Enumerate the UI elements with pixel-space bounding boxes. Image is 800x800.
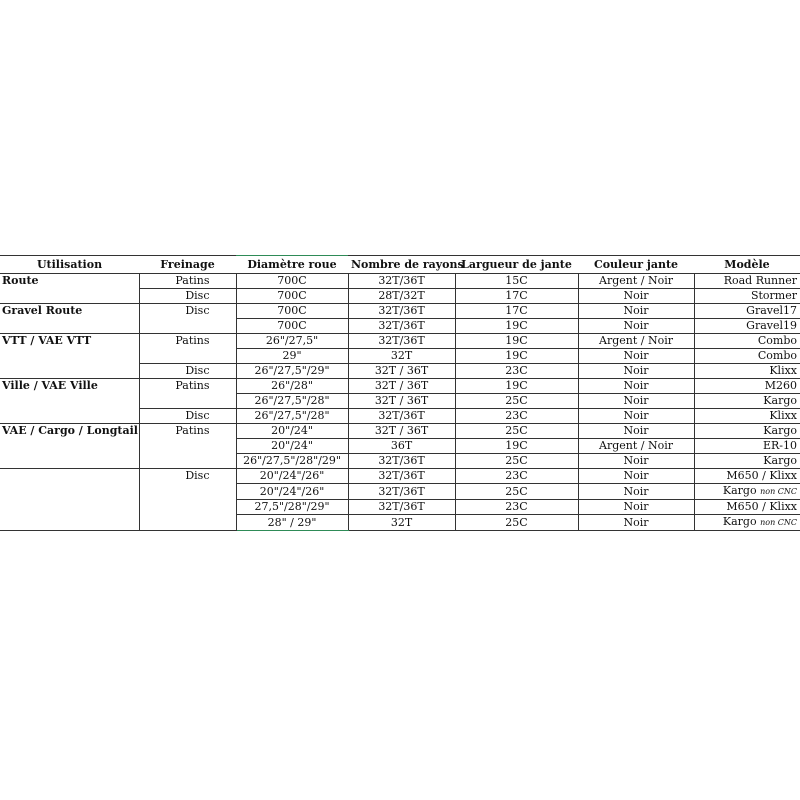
- cell-usage: [0, 424, 139, 439]
- usage-text: Gravel Route: [2, 304, 83, 318]
- model-text: M260: [764, 379, 797, 392]
- cell-rim-width: [455, 454, 578, 469]
- cell-model: [694, 409, 800, 424]
- cell-rim-color: [578, 454, 694, 469]
- header-diametre: Diamètre roue: [236, 256, 348, 274]
- cell-diameter: [236, 364, 348, 379]
- cell-rim-width: [455, 319, 578, 334]
- cell-rim-width: [455, 469, 578, 484]
- table-row: [0, 454, 800, 469]
- table-row: [0, 349, 800, 364]
- cell-rim-color: [578, 500, 694, 515]
- cell-diameter: [236, 454, 348, 469]
- cell-diameter: [236, 409, 348, 424]
- cell-brake: [139, 349, 236, 364]
- spokes-text: 32T / 36T: [374, 379, 429, 392]
- cell-rim-width: [455, 500, 578, 515]
- cell-brake: [139, 304, 236, 319]
- cell-usage: [0, 289, 139, 304]
- rim-color-text: Noir: [623, 319, 649, 332]
- cell-brake: [139, 379, 236, 394]
- diameter-text: 28" / 29": [267, 515, 317, 529]
- cell-rim-width: [455, 394, 578, 409]
- spokes-text: 32T / 36T: [374, 364, 429, 377]
- cell-rim-width: [455, 304, 578, 319]
- cell-model: [694, 515, 800, 531]
- usage-text: VAE / Cargo / Longtail: [2, 424, 138, 438]
- diameter-text: 700C: [277, 289, 307, 302]
- cell-usage: [0, 469, 139, 484]
- rim-color-text: Noir: [623, 469, 649, 482]
- model-text: Gravel19: [746, 319, 797, 332]
- cell-model: [694, 424, 800, 439]
- rim-color-text: Noir: [623, 349, 649, 362]
- cell-brake: [139, 394, 236, 409]
- brake-text: Disc: [185, 304, 210, 318]
- brake-text: Disc: [185, 289, 210, 302]
- cell-usage: [0, 304, 139, 319]
- diameter-text: 700C: [277, 274, 307, 287]
- cell-spokes: [348, 379, 455, 394]
- spokes-text: 32T: [390, 515, 413, 529]
- rim-width-text: 15C: [505, 274, 528, 287]
- diameter-text: 27,5"/28"/29": [254, 500, 330, 513]
- model-text: ER-10: [762, 439, 797, 452]
- spokes-text: 32T / 36T: [374, 424, 429, 437]
- cell-model: [694, 500, 800, 515]
- table-row: [0, 469, 800, 484]
- cell-rim-width: [455, 364, 578, 379]
- cell-spokes: [348, 349, 455, 364]
- cell-usage: [0, 500, 139, 515]
- rim-color-text: Noir: [623, 379, 649, 392]
- diameter-text: 20"/24"/26": [259, 484, 325, 498]
- rim-color-text: Noir: [623, 304, 649, 317]
- cell-diameter: [236, 484, 348, 500]
- cell-brake: [139, 409, 236, 424]
- cell-usage: [0, 349, 139, 364]
- model-text: Gravel17: [746, 304, 797, 317]
- diameter-text: 700C: [277, 319, 307, 332]
- table-row: [0, 364, 800, 379]
- rim-width-text: 23C: [505, 409, 528, 422]
- cell-rim-color: [578, 515, 694, 531]
- rim-color-text: Noir: [623, 515, 649, 529]
- rim-width-text: 17C: [505, 304, 528, 317]
- header-utilisation: Utilisation: [0, 256, 139, 274]
- spokes-text: 32T/36T: [378, 500, 425, 513]
- spokes-text: 32T / 36T: [374, 394, 429, 407]
- table-body: [0, 274, 800, 531]
- rim-width-text: 25C: [505, 454, 528, 467]
- table-row: [0, 500, 800, 515]
- usage-text: VTT / VAE VTT: [2, 334, 92, 348]
- rim-width-text: 19C: [505, 349, 528, 362]
- cell-model: [694, 394, 800, 409]
- model-text: Combo: [757, 349, 797, 362]
- usage-text: Route: [2, 274, 39, 288]
- header-row: [0, 256, 800, 274]
- table-row: [0, 484, 800, 500]
- diameter-text: 26"/27,5"/28": [254, 394, 330, 407]
- rim-width-text: 23C: [505, 469, 528, 482]
- rim-color-text: Noir: [623, 289, 649, 302]
- cell-brake: [139, 289, 236, 304]
- cell-diameter: [236, 304, 348, 319]
- cell-rim-width: [455, 379, 578, 394]
- model-text: Kargo: [763, 394, 797, 407]
- brake-text: Disc: [185, 409, 210, 422]
- usage-text: Ville / VAE Ville: [2, 379, 98, 393]
- rim-color-text: Noir: [623, 484, 649, 498]
- cell-model: [694, 439, 800, 454]
- cell-rim-width: [455, 409, 578, 424]
- table-row: [0, 424, 800, 439]
- table-row: [0, 319, 800, 334]
- cell-model: [694, 364, 800, 379]
- model-text: Klixx: [769, 409, 797, 422]
- brake-text: Patins: [175, 274, 210, 287]
- model-text: Kargo: [722, 515, 757, 528]
- rim-width-text: 25C: [505, 515, 528, 529]
- cell-spokes: [348, 515, 455, 531]
- cell-model: [694, 469, 800, 484]
- brake-text: Patins: [175, 424, 210, 438]
- brake-text: Disc: [185, 469, 210, 483]
- cell-spokes: [348, 469, 455, 484]
- spokes-text: 32T/36T: [378, 484, 425, 498]
- spokes-text: 32T/36T: [378, 454, 425, 467]
- rim-color-text: Noir: [623, 394, 649, 407]
- cell-rim-color: [578, 304, 694, 319]
- model-text: Stormer: [750, 289, 797, 302]
- cell-rim-color: [578, 379, 694, 394]
- spreadsheet: [0, 255, 800, 531]
- cell-diameter: [236, 334, 348, 349]
- cell-diameter: [236, 515, 348, 531]
- spokes-text: 32T/36T: [378, 274, 425, 287]
- cell-brake: [139, 274, 236, 289]
- cell-spokes: [348, 409, 455, 424]
- cell-rim-color: [578, 274, 694, 289]
- cell-usage: [0, 454, 139, 469]
- rim-width-text: 23C: [505, 500, 528, 513]
- diameter-text: 26"/28": [271, 379, 313, 392]
- rim-color-text: Noir: [623, 424, 649, 437]
- cell-rim-width: [455, 439, 578, 454]
- spokes-text: 32T: [390, 349, 413, 362]
- spokes-text: 32T/36T: [378, 469, 425, 482]
- rim-width-text: 23C: [505, 364, 528, 377]
- cell-model: [694, 274, 800, 289]
- cell-usage: [0, 394, 139, 409]
- rim-color-text: Noir: [623, 500, 649, 513]
- diameter-text: 26"/27,5": [265, 334, 319, 347]
- cell-rim-color: [578, 334, 694, 349]
- cell-diameter: [236, 349, 348, 364]
- rim-color-text: Argent / Noir: [599, 334, 673, 347]
- table-row: [0, 394, 800, 409]
- cell-model: [694, 454, 800, 469]
- cell-spokes: [348, 484, 455, 500]
- cell-model: [694, 349, 800, 364]
- cell-rim-width: [455, 349, 578, 364]
- table-row: [0, 304, 800, 319]
- rim-color-text: Argent / Noir: [599, 439, 673, 452]
- cell-rim-width: [455, 515, 578, 531]
- cell-usage: [0, 319, 139, 334]
- cell-usage: [0, 334, 139, 349]
- model-text: M650 / Klixx: [726, 500, 797, 513]
- cell-brake: [139, 500, 236, 515]
- cell-usage: [0, 379, 139, 394]
- model-text: Combo: [757, 334, 797, 347]
- cell-spokes: [348, 500, 455, 515]
- cell-diameter: [236, 274, 348, 289]
- model-note: non CNC: [760, 518, 797, 527]
- cell-rim-width: [455, 334, 578, 349]
- model-text: Kargo: [763, 454, 797, 467]
- cell-usage: [0, 439, 139, 454]
- cell-diameter: [236, 379, 348, 394]
- diameter-text: 20"/24"/26": [259, 469, 325, 482]
- cell-model: [694, 484, 800, 500]
- cell-model: [694, 319, 800, 334]
- cell-diameter: [236, 424, 348, 439]
- brake-text: Disc: [185, 364, 210, 377]
- table-row: [0, 274, 800, 289]
- rim-width-text: 19C: [505, 319, 528, 332]
- table-row: [0, 439, 800, 454]
- spokes-text: 32T/36T: [378, 334, 425, 347]
- diameter-text: 26"/27,5"/28": [254, 409, 330, 422]
- header-rayons: Nombre de rayons: [348, 256, 455, 274]
- diameter-text: 20"/24": [271, 424, 313, 437]
- model-text: Road Runner: [723, 274, 797, 287]
- cell-rim-color: [578, 469, 694, 484]
- cell-brake: [139, 484, 236, 500]
- table-row: [0, 379, 800, 394]
- cell-spokes: [348, 364, 455, 379]
- spokes-text: 32T/36T: [378, 409, 425, 422]
- cell-diameter: [236, 469, 348, 484]
- cell-brake: [139, 334, 236, 349]
- cell-rim-color: [578, 349, 694, 364]
- cell-usage: [0, 409, 139, 424]
- cell-rim-color: [578, 289, 694, 304]
- cell-brake: [139, 469, 236, 484]
- rim-width-text: 19C: [505, 439, 528, 452]
- rim-width-text: 19C: [505, 379, 528, 392]
- cell-usage: [0, 364, 139, 379]
- spokes-text: 36T: [390, 439, 413, 452]
- cell-diameter: [236, 439, 348, 454]
- cell-spokes: [348, 304, 455, 319]
- brake-text: Patins: [175, 379, 210, 393]
- cell-rim-color: [578, 439, 694, 454]
- table-row: [0, 334, 800, 349]
- cell-rim-color: [578, 409, 694, 424]
- cell-brake: [139, 424, 236, 439]
- diameter-text: 26"/27,5"/29": [254, 364, 330, 377]
- diameter-text: 29": [282, 349, 302, 362]
- header-couleur: Couleur jante: [578, 256, 694, 274]
- rim-width-text: 25C: [505, 484, 528, 498]
- model-text: M650 / Klixx: [726, 469, 797, 482]
- cell-brake: [139, 364, 236, 379]
- cell-rim-color: [578, 484, 694, 500]
- header-freinage: Freinage: [139, 256, 236, 274]
- diameter-text: 26"/27,5"/28"/29": [243, 454, 341, 467]
- wheel-table: [0, 255, 800, 531]
- rim-width-text: 17C: [505, 289, 528, 302]
- rim-color-text: Noir: [623, 409, 649, 422]
- spokes-text: 32T/36T: [378, 304, 425, 317]
- cell-model: [694, 289, 800, 304]
- cell-usage: [0, 515, 139, 531]
- rim-width-text: 19C: [505, 334, 528, 347]
- cell-brake: [139, 515, 236, 531]
- table-row: [0, 515, 800, 531]
- rim-color-text: Noir: [623, 454, 649, 467]
- table-row: [0, 409, 800, 424]
- cell-diameter: [236, 394, 348, 409]
- cell-spokes: [348, 319, 455, 334]
- cell-rim-width: [455, 484, 578, 500]
- rim-width-text: 25C: [505, 394, 528, 407]
- cell-rim-color: [578, 319, 694, 334]
- diameter-text: 700C: [277, 304, 307, 317]
- spokes-text: 32T/36T: [378, 319, 425, 332]
- cell-diameter: [236, 319, 348, 334]
- cell-rim-width: [455, 289, 578, 304]
- table-row: [0, 289, 800, 304]
- model-text: Kargo: [722, 484, 757, 497]
- header-largeur: Largueur de jante: [455, 256, 578, 274]
- rim-color-text: Noir: [623, 364, 649, 377]
- cell-usage: [0, 274, 139, 289]
- brake-text: Patins: [175, 334, 210, 348]
- cell-brake: [139, 319, 236, 334]
- cell-rim-color: [578, 424, 694, 439]
- diameter-text: 20"/24": [271, 439, 313, 452]
- model-note: non CNC: [760, 487, 797, 496]
- model-text: Klixx: [769, 364, 797, 377]
- cell-spokes: [348, 439, 455, 454]
- cell-rim-width: [455, 424, 578, 439]
- cell-diameter: [236, 289, 348, 304]
- model-text: Kargo: [763, 424, 797, 437]
- rim-color-text: Argent / Noir: [599, 274, 673, 287]
- cell-model: [694, 334, 800, 349]
- cell-model: [694, 379, 800, 394]
- cell-spokes: [348, 394, 455, 409]
- cell-brake: [139, 454, 236, 469]
- cell-spokes: [348, 454, 455, 469]
- cell-spokes: [348, 424, 455, 439]
- cell-model: [694, 304, 800, 319]
- header-modele: Modèle: [694, 256, 800, 274]
- rim-width-text: 25C: [505, 424, 528, 437]
- cell-spokes: [348, 334, 455, 349]
- cell-diameter: [236, 500, 348, 515]
- cell-spokes: [348, 274, 455, 289]
- cell-rim-color: [578, 394, 694, 409]
- cell-spokes: [348, 289, 455, 304]
- cell-rim-width: [455, 274, 578, 289]
- cell-brake: [139, 439, 236, 454]
- spokes-text: 28T/32T: [378, 289, 425, 302]
- cell-usage: [0, 484, 139, 500]
- cell-rim-color: [578, 364, 694, 379]
